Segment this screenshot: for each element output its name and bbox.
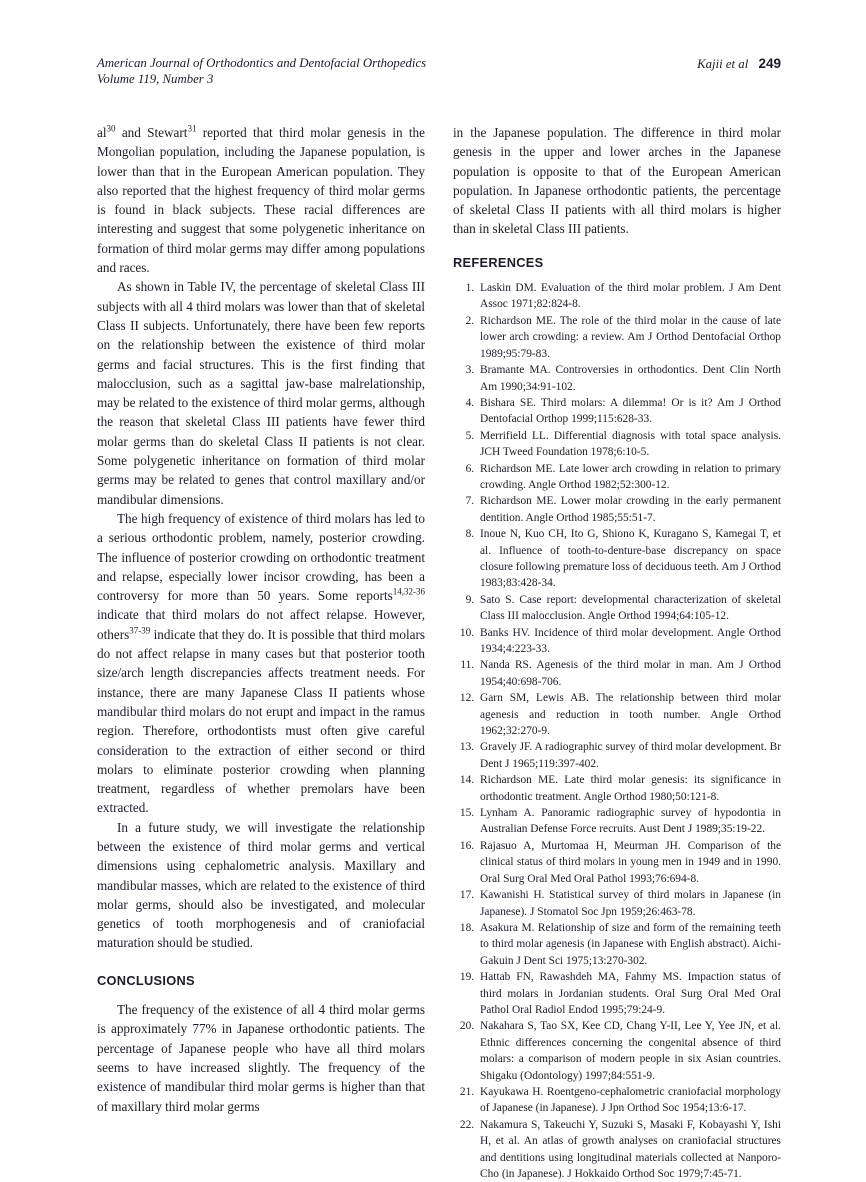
journal-title: American Journal of Orthodontics and Dentofacial Orthopedics — [97, 56, 427, 70]
reference-item: 3. Bramante MA. Controversies in orthodontics. Dent Clin North Am 1990;34:91-102. — [477, 362, 781, 395]
right-column — [453, 123, 781, 1182]
references-list — [453, 280, 781, 1182]
body-paragraph — [97, 277, 425, 509]
reference-item: 21. Kayukawa H. Roentgeno-cephalometric craniofacial morphology of Japanese (in Japanese). J Jpn Orthod Soc 1954;13:6-17. — [477, 1084, 781, 1117]
reference-item: 19. Hattab FN, Rawashdeh MA, Fahmy MS. Impaction status of third molars in Jordanian students. Oral Surg Oral Med Oral Pathol Oral Radiol Endod 1995;79:24-9. — [477, 969, 781, 1018]
citation-superscript: 31 — [187, 123, 197, 134]
conclusions-continued-paragraphs — [453, 123, 781, 239]
journal-volume-issue: Volume 119, Number 3 — [97, 71, 214, 86]
journal-running-head — [97, 56, 426, 87]
citation-superscript: 14,32-36 — [392, 586, 425, 597]
reference-item: 2. Richardson ME. The role of the third molar in the cause of late lower arch crowding: a review. Am J Orthod Dentofacial Orthop 1989;95:79-83. — [477, 313, 781, 362]
body-paragraph — [97, 123, 425, 277]
paragraph-text: in the Japanese population. The difference in third molar genesis in the upper and lower arches in the Japanese population is opposite to that of the European American population. In Japanese orthodontic patients, the percentage of skeletal Class II patients with all third molars is higher than in skeletal Class III patients. — [453, 125, 781, 237]
reference-item: 6. Richardson ME. Late lower arch crowding in relation to primary crowding. Angle Orthod 1982;52:300-12. — [477, 461, 781, 494]
left-column — [97, 123, 425, 1182]
reference-item: 18. Asakura M. Relationship of size and form of the remaining teeth to third molar agenesis (in Japanese with English abstract). Aichi-Gakuin J Dent Sci 1975;13:270-302. — [477, 920, 781, 969]
page-header — [97, 56, 781, 87]
paragraph-text: As shown in Table IV, the percentage of skeletal Class III subjects with all 4 third molars was lower than that of skeletal Class II subjects. Unfortunately, there have been few reports on the relationship between the existence of third molar germs and facial structures. This is the first finding that malocclusion, such as a sagittal jaw-base malrelationship, may be related to the existence of third molar germs, although the reason that skeletal Class III patients have fewer third molar germs than do skeletal Class II patients is not clear. Some polygenetic inheritance on formation of third molar germs may be related to genes that control maxillary and/or mandibular dimensions. — [97, 279, 425, 507]
reference-item: 20. Nakahara S, Tao SX, Kee CD, Chang Y-II, Lee Y, Yee JN, et al. Ethnic differences concerning the congenital absence of third molars: a comparison of modern people in six Asian countries. Shigaku (Odontology) 1997;84:551-9. — [477, 1018, 781, 1084]
citation-superscript: 37-39 — [129, 625, 151, 636]
conclusions-heading: CONCLUSIONS — [97, 972, 195, 988]
two-column-body — [97, 123, 781, 1182]
reference-item: 14. Richardson ME. Late third molar genesis: its significance in orthodontic treatment. Angle Orthod 1980;50:121-8. — [477, 772, 781, 805]
body-paragraph — [97, 818, 425, 953]
paragraph-text: al — [97, 125, 107, 140]
body-paragraph — [97, 1000, 425, 1116]
reference-item: 17. Kawanishi H. Statistical survey of third molars in Japanese (in Japanese). J Stomatol Soc Jpn 1959;26:463-78. — [477, 887, 781, 920]
paragraph-text: indicate that third molars do not affect relapse. However, others — [97, 607, 425, 642]
page-number: 249 — [758, 56, 781, 71]
reference-item: 9. Sato S. Case report: developmental characterization of skeletal Class III malocclusion. Angle Orthod 1994;64:105-12. — [477, 592, 781, 625]
paragraph-text: indicate that they do. It is possible that third molars do not affect relapse in many cases but that posterior tooth size/arch length discrepancies affects treatment needs. For instance, there are many Japanese Class II patients whose mandibular third molars do not erupt and impact in the ramus region. Therefore, orthodontists must often give careful consideration to the extraction of either second or third molars to eliminate posterior crowding when planning treatment, regardless of whether premolars have been extracted. — [97, 626, 425, 816]
reference-item: 5. Merrifield LL. Differential diagnosis with total space analysis. JCH Tweed Foundation 1978;6:10-5. — [477, 428, 781, 461]
reference-item: 4. Bishara SE. Third molars: A dilemma! Or is it? Am J Orthod Dentofacial Orthop 1999;115:628-33. — [477, 395, 781, 428]
conclusions-paragraphs — [97, 1000, 425, 1116]
reference-item: 16. Rajasuo A, Murtomaa H, Meurman JH. Comparison of the clinical status of third molars in young men in 1949 and in 1990. Oral Surg Oral Med Oral Pathol 1993;76:694-8. — [477, 838, 781, 887]
running-head-right — [697, 56, 781, 72]
reference-item: 13. Gravely JF. A radiographic survey of third molar development. Br Dent J 1965;119:397-402. — [477, 739, 781, 772]
reference-item: 8. Inoue N, Kuo CH, Ito G, Shiono K, Kuragano S, Kamegai T, et al. Influence of tooth-to-denture-base discrepancy on space closure following premature loss of deciduous teeth. Am J Orthod 1983;83:428-34. — [477, 526, 781, 592]
reference-item: 12. Garn SM, Lewis AB. The relationship between third molar agenesis and reduction in tooth number. Angle Orthod 1962;32:270-9. — [477, 690, 781, 739]
paragraph-text: The high frequency of existence of third molars has led to a serious orthodontic problem, namely, posterior crowding. The influence of posterior crowding on orthodontic treatment and relapse, especially lower incisor crowding, has been a controversy for more than 50 years. Some reports — [97, 510, 425, 604]
citation-superscript: 30 — [106, 123, 116, 134]
paragraph-text: reported that third molar genesis in the Mongolian population, including the Japanese population, is lower than that in the European American population. They also reported that the highest frequency of third molar germs is found in black subjects. These racial differences are interesting and suggest that some polygenetic inheritance on formation of third molar germs may differ among populations and races. — [97, 125, 425, 276]
body-paragraph — [453, 123, 781, 239]
references-heading: REFERENCES — [453, 254, 544, 270]
reference-item: 7. Richardson ME. Lower molar crowding in the early permanent dentition. Angle Orthod 1985;55:51-7. — [477, 493, 781, 526]
reference-item: 11. Nanda RS. Agenesis of the third molar in man. Am J Orthod 1954;40:698-706. — [477, 657, 781, 690]
reference-item: 10. Banks HV. Incidence of third molar development. Angle Orthod 1934;4:223-33. — [477, 625, 781, 658]
body-paragraph — [97, 509, 425, 818]
paragraph-text: and Stewart — [115, 125, 188, 140]
reference-item: 15. Lynham A. Panoramic radiographic survey of hypodontia in Australian Defense Force recruits. Aust Dent J 1989;35:19-22. — [477, 805, 781, 838]
paragraph-text: In a future study, we will investigate the relationship between the existence of third molar germs and vertical dimensions using cephalometric analysis. Maxillary and mandibular masses, which are related to the existence of third molar germs, should also be investigated, and molecular genetics of tooth morphogenesis and of craniofacial maturation should be studied. — [97, 819, 425, 951]
reference-item: 1. Laskin DM. Evaluation of the third molar problem. J Am Dent Assoc 1971;82:824-8. — [477, 280, 781, 313]
discussion-paragraphs — [97, 123, 425, 953]
paragraph-text: The frequency of the existence of all 4 third molar germs is approximately 77% in Japanese orthodontic patients. The percentage of Japanese people who have all third molars seems to have increased slightly. The frequency of the existence of mandibular third molar germs is higher than that of maxillary third molar germs — [97, 1002, 425, 1114]
running-authors: Kajii et al — [697, 57, 749, 71]
reference-item: 22. Nakamura S, Takeuchi Y, Suzuki S, Masaki F, Kobayashi Y, Ishi H, et al. An atlas of growth analyses on craniofacial structures and dentitions using longitudinal materials collected at Nanporo-Cho (in Japanese). J Hokkaido Orthod Soc 1979;7:45-71. — [477, 1117, 781, 1182]
